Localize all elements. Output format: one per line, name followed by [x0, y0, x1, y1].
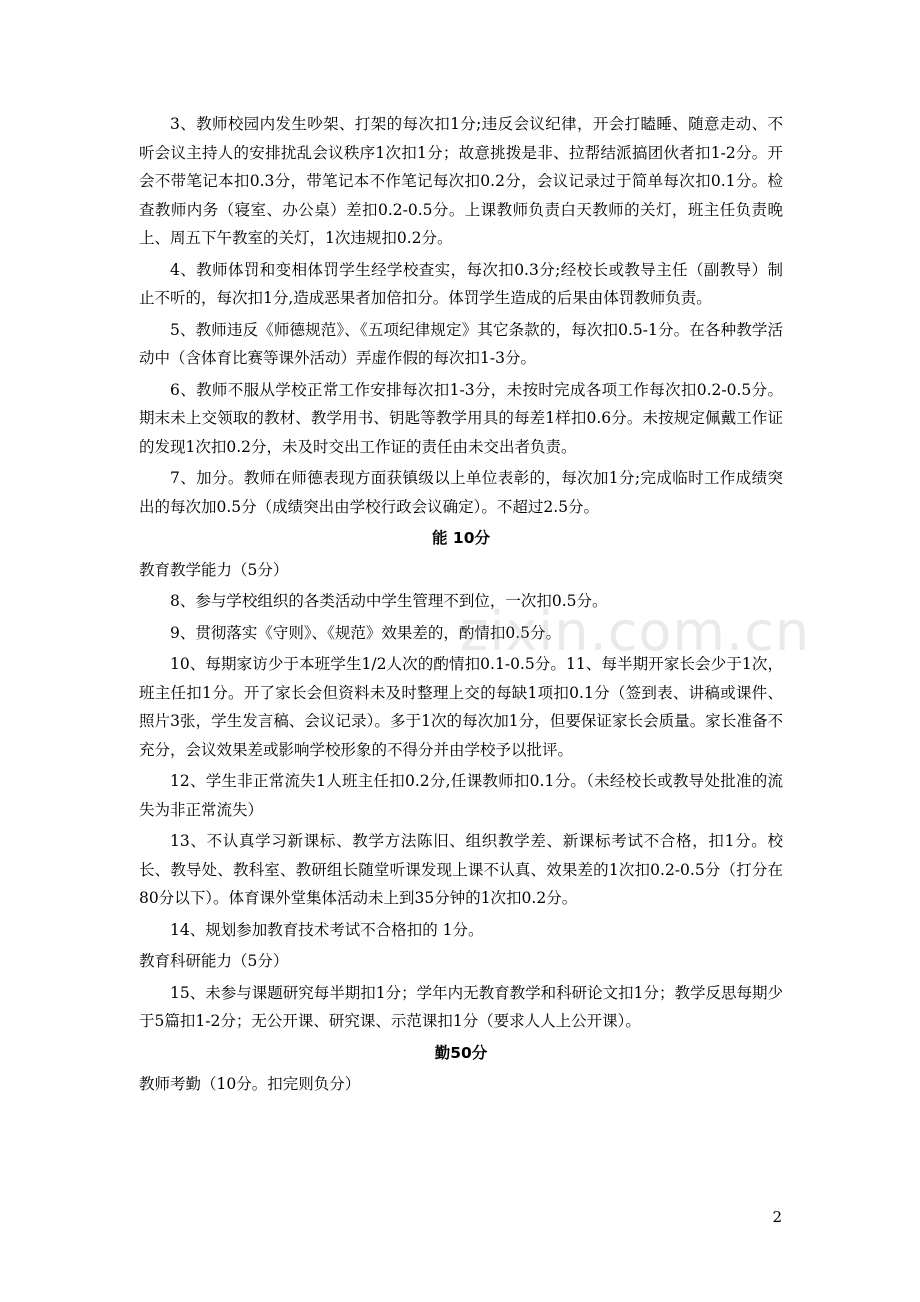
section-heading-diligence: 勤50分: [434, 1043, 488, 1062]
paragraph-item-3: 3、教师校园内发生吵架、打架的每次扣1分;违反会议纪律，开会打瞌睡、随意走动、不听会议主持人的安排扰乱会议秩序1次扣1分；故意挑拨是非、拉帮结派搞团伙者扣1-2分。开会不带笔记本扣0.3分，带笔记本不作笔记每次扣0.2分，会议记录过于简单每次扣0.1分。检查教师内务（寝室、办公桌）差扣0.2-0.5分。上课教师负责白天教师的关灯，班主任负责晚上、周五下午教室的关灯，1次违规扣0.2分。: [139, 115, 783, 247]
page-number: 2: [772, 1208, 782, 1226]
subheading-teaching-ability: 教育教学能力（5分）: [139, 560, 289, 579]
paragraph-item-7: 7、加分。教师在师德表现方面获镇级以上单位表彰的，每次加1分;完成临时工作成绩突出的每次加0.5分（成绩突出由学校行政会议确定）。不超过2.5分。: [139, 469, 783, 516]
watermark-text: zixin.com.cn: [460, 600, 811, 663]
paragraph-item-5: 5、教师违反《师德规范》、《五项纪律规定》其它条款的，每次扣0.5-1分。在各种教学活动中（含体育比赛等课外活动）弄虚作假的每次扣1-3分。: [139, 320, 783, 367]
subheading-attendance: 教师考勤（10分。扣完则负分）: [139, 1075, 361, 1093]
paragraph-item-4: 4、教师体罚和变相体罚学生经学校查实，每次扣0.3分;经校长或教导主任（副教导）制止不听的，每次扣1分,造成恶果者加倍扣分。体罚学生造成的后果由体罚教师负责。: [139, 260, 783, 307]
section-heading-ability: 能 10分: [432, 529, 490, 547]
paragraph-item-14: 14、规划参加教育技术考试不合格扣的 1分。: [170, 920, 484, 939]
subheading-research-ability: 教育科研能力（5分）: [139, 952, 289, 970]
paragraph-item-13: 13、不认真学习新课标、教学方法陈旧、组织教学差、新课标考试不合格，扣1分。校长、教导处、教科室、教研组长随堂听课发现上课不认真、效果差的1次扣0.2-0.5分（打分在80分以下）。体育课外堂集体活动未上到35分钟的1次扣0.2分。: [139, 832, 783, 907]
paragraph-item-9: 9、贯彻落实《守则》、《规范》效果差的，酌情扣0.5分。: [170, 623, 562, 642]
document-body: [139, 110, 783, 1102]
paragraph-item-6: 6、教师不服从学校正常工作安排每次扣1-3分，未按时完成各项工作每次扣0.2-0.5分。期末未上交领取的教材、教学用书、钥匙等教学用具的每差1样扣0.6分。未按规定佩戴工作证的发现1次扣0.2分，未及时交出工作证的责任由未交出者负责。: [139, 380, 783, 456]
paragraph-item-8: 8、参与学校组织的各类活动中学生管理不到位，一次扣0.5分。: [170, 592, 608, 610]
paragraph-item-15: 15、未参与课题研究每半期扣1分；学年内无教育教学和科研论文扣1分；教学反思每期少于5篇扣1-2分；无公开课、研究课、示范课扣1分（要求人人上公开课）。: [139, 983, 783, 1030]
paragraph-item-10-11: 10、每期家访少于本班学生1/2人次的酌情扣0.1-0.5分。11、每半期开家长会少于1次，班主任扣1分。开了家长会但资料未及时整理上交的每缺1项扣0.1分（签到表、讲稿或课件、照片3张，学生发言稿、会议记录）。多于1次的每次加1分，但要保证家长会质量。家长准备不充分，会议效果差或影响学校形象的不得分并由学校予以批评。: [139, 655, 783, 759]
paragraph-item-12: 12、学生非正常流失1人班主任扣0.2分,任课教师扣0.1分。（未经校长或教导处批准的流失为非正常流失）: [139, 772, 783, 819]
